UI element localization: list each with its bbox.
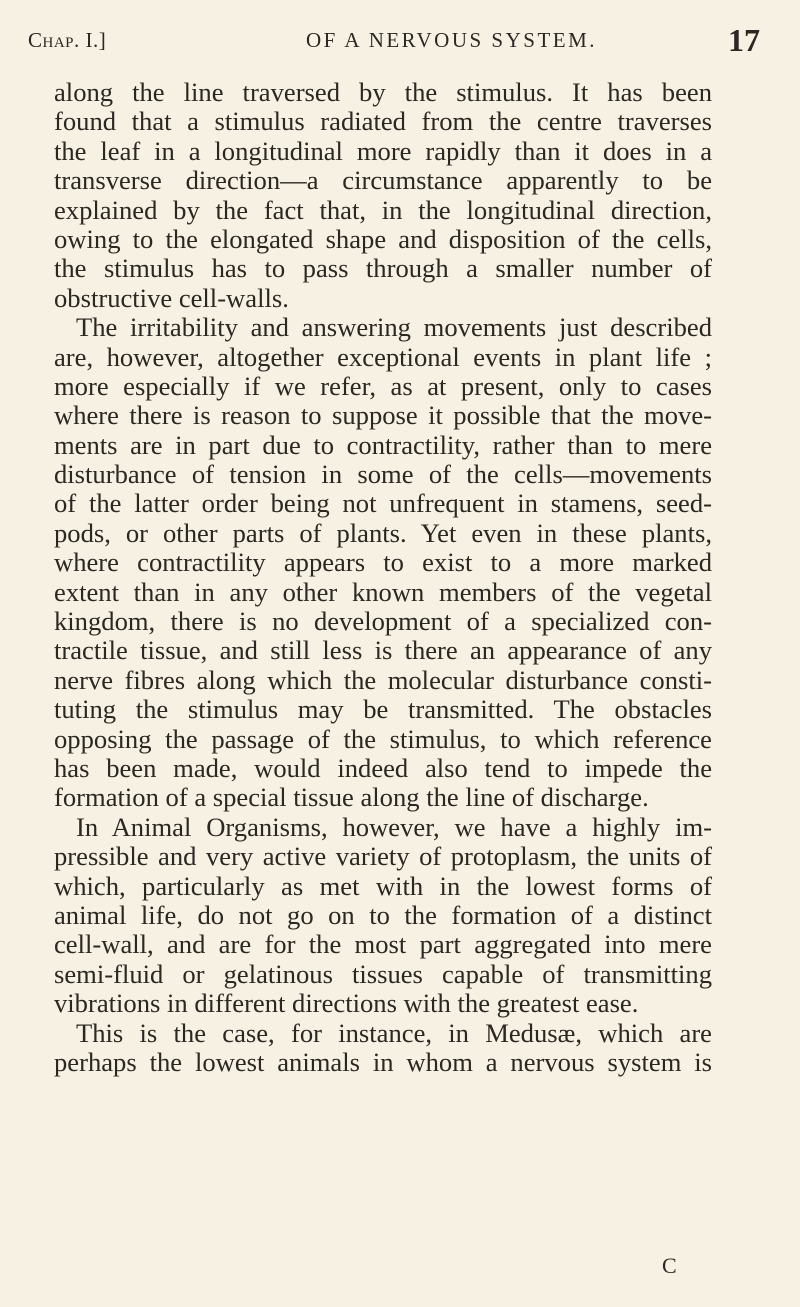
signature-mark: C: [662, 1253, 677, 1278]
text-line: semi-fluid or gelatinous tissues capable of transmitting: [54, 958, 712, 989]
paragraph-start-line: This is the case, for instance, in Medusæ, which are: [76, 1017, 712, 1048]
text-line: where contractility appears to exist to a more marked: [54, 547, 712, 578]
text-line: ments are in part due to contractility, rather than to mere: [54, 429, 712, 460]
chapter-label: Chap. I.]: [28, 28, 107, 52]
text-line: pods, or other parts of plants. Yet even in these plants,: [54, 517, 712, 548]
text-line: of the latter order being not unfrequent in stamens, seed-: [54, 488, 712, 519]
text-line: the stimulus has to pass through a smaller number of: [54, 253, 712, 284]
text-line: perhaps the lowest animals in whom a nervous system is: [54, 1046, 712, 1077]
body-text: [54, 78, 712, 1077]
text-line: disturbance of tension in some of the cells—movements: [54, 459, 712, 490]
text-line: along the line traversed by the stimulus. It has been: [54, 77, 712, 107]
text-line: found that a stimulus radiated from the centre traverses: [54, 106, 712, 137]
text-line: are, however, altogether exceptional events in plant life ;: [54, 341, 712, 372]
text-line: vibrations in different directions with the greatest ease.: [54, 988, 639, 1019]
text-line: tuting the stimulus may be transmitted. The obstacles: [54, 694, 712, 725]
text-line: explained by the fact that, in the longitudinal direction,: [54, 194, 712, 225]
text-line: which, particularly as met with in the lowest forms of: [54, 870, 712, 901]
text-line: obstructive cell-walls.: [54, 282, 289, 313]
text-line: transverse direction—a circumstance apparently to be: [54, 165, 712, 196]
text-line: nerve fibres along which the molecular disturbance consti-: [54, 664, 712, 695]
text-line: owing to the elongated shape and disposition of the cells,: [54, 223, 712, 254]
paragraph-start-line: The irritability and answering movements just described: [76, 312, 712, 343]
paragraph-start-line: In Animal Organisms, however, we have a highly im-: [76, 811, 712, 842]
running-title: OF A NERVOUS SYSTEM.: [306, 28, 598, 52]
text-line: where there is reason to suppose it possible that the move-: [54, 400, 712, 431]
text-line: has been made, would indeed also tend to impede the: [54, 752, 712, 783]
text-line: pressible and very active variety of protoplasm, the units of: [54, 841, 712, 872]
text-line: formation of a special tissue along the line of discharge.: [54, 782, 649, 813]
text-line: extent than in any other known members of the vegetal: [54, 576, 712, 607]
running-head: [28, 22, 760, 58]
text-line: cell-wall, and are for the most part aggregated into mere: [54, 929, 712, 960]
page-number: 17: [728, 22, 760, 58]
text-line: animal life, do not go on to the formation of a distinct: [54, 899, 712, 930]
text-line: tractile tissue, and still less is there an appearance of any: [54, 635, 712, 666]
text-line: the leaf in a longitudinal more rapidly than it does in a: [54, 135, 712, 166]
text-line: opposing the passage of the stimulus, to which reference: [54, 723, 712, 754]
text-line: kingdom, there is no development of a specialized con-: [54, 606, 712, 637]
text-line: more especially if we refer, as at present, only to cases: [54, 370, 712, 401]
